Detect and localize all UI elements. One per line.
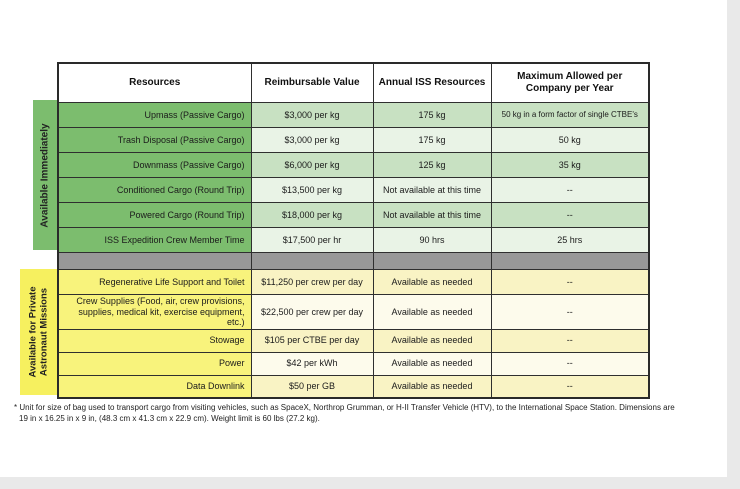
header-row <box>58 63 649 103</box>
resource-name-cell: Power <box>58 352 251 375</box>
reimbursable-value-cell: $22,500 per crew per day <box>251 295 373 330</box>
resource-name-cell: Regenerative Life Support and Toilet <box>58 270 251 295</box>
resource-name-cell: Trash Disposal (Passive Cargo) <box>58 128 251 153</box>
max-allowed-cell: 50 kg <box>491 128 649 153</box>
table-row <box>58 295 649 330</box>
annual-resources-cell: 175 kg <box>373 128 491 153</box>
max-allowed-cell: -- <box>491 375 649 398</box>
private-label-line2: Astronaut Missions <box>38 287 50 377</box>
annual-resources-cell: Not available at this time <box>373 178 491 203</box>
reimbursable-value-cell: $11,250 per crew per day <box>251 270 373 295</box>
max-allowed-cell: 25 hrs <box>491 228 649 253</box>
available-immediately-label: Available Immediately <box>39 122 51 228</box>
annual-resources-cell: 90 hrs <box>373 228 491 253</box>
iss-commercial-pricing-table <box>57 62 650 399</box>
screenshot-edge-right <box>727 0 740 489</box>
resource-name-cell: Crew Supplies (Food, air, crew provisions, supplies, medical kit, exercise equipment, etc.) <box>58 295 251 330</box>
reimbursable-value-cell: $18,000 per kg <box>251 203 373 228</box>
separator-cell <box>491 253 649 270</box>
table-row <box>58 375 649 398</box>
reimbursable-value-cell: $6,000 per kg <box>251 153 373 178</box>
annual-resources-cell: Available as needed <box>373 352 491 375</box>
annual-resources-cell: Available as needed <box>373 295 491 330</box>
annual-resources-cell: Not available at this time <box>373 203 491 228</box>
separator-cell <box>58 253 251 270</box>
resources-header: Resources <box>58 63 251 103</box>
screenshot-edge-bottom <box>0 477 740 489</box>
max-allowed-cell: -- <box>491 329 649 352</box>
reimbursable-value-cell: $3,000 per kg <box>251 128 373 153</box>
resource-name-cell: Downmass (Passive Cargo) <box>58 153 251 178</box>
private-label-line1: Available for Private <box>27 286 39 378</box>
footnote <box>14 403 728 424</box>
footnote-line1: * Unit for size of bag used to transport cargo from visiting vehicles, such as SpaceX, Northrop Grumman, or H-II Transfer Vehicle (HTV), to the International Space Station. Dimensions are <box>14 403 675 412</box>
resource-name-cell: Powered Cargo (Round Trip) <box>58 203 251 228</box>
section-band-available-immediately <box>33 100 57 250</box>
maximum-allowed-header: Maximum Allowed per Company per Year <box>491 63 649 103</box>
separator-row <box>58 253 649 270</box>
max-allowed-cell: 50 kg in a form factor of single CTBE's <box>491 103 649 128</box>
resource-name-cell: Data Downlink <box>58 375 251 398</box>
section-band-private-astronaut-missions <box>20 269 57 395</box>
max-allowed-cell: -- <box>491 352 649 375</box>
table-row <box>58 128 649 153</box>
annual-resources-cell: 125 kg <box>373 153 491 178</box>
separator-cell <box>251 253 373 270</box>
table-row <box>58 178 649 203</box>
max-allowed-cell: -- <box>491 270 649 295</box>
private-astronaut-missions-label <box>28 287 50 378</box>
annual-resources-cell: Available as needed <box>373 329 491 352</box>
reimbursable-value-cell: $3,000 per kg <box>251 103 373 128</box>
resource-name-cell: Upmass (Passive Cargo) <box>58 103 251 128</box>
table-row <box>58 329 649 352</box>
annual-resources-cell: 175 kg <box>373 103 491 128</box>
reimbursable-value-cell: $17,500 per hr <box>251 228 373 253</box>
reimbursable-value-header: Reimbursable Value <box>251 63 373 103</box>
table-row <box>58 270 649 295</box>
footnote-line2: 19 in x 16.25 in x 9 in, (48.3 cm x 41.3 cm x 22.9 cm). Weight limit is 60 lbs (27.2 kg). <box>19 413 320 423</box>
max-allowed-cell: -- <box>491 203 649 228</box>
table-row <box>58 103 649 128</box>
reimbursable-value-cell: $105 per CTBE per day <box>251 329 373 352</box>
reimbursable-value-cell: $13,500 per kg <box>251 178 373 203</box>
table-row <box>58 228 649 253</box>
max-allowed-cell: 35 kg <box>491 153 649 178</box>
max-allowed-cell: -- <box>491 178 649 203</box>
table-row <box>58 153 649 178</box>
annual-iss-resources-header: Annual ISS Resources <box>373 63 491 103</box>
reimbursable-value-cell: $42 per kWh <box>251 352 373 375</box>
separator-cell <box>373 253 491 270</box>
annual-resources-cell: Available as needed <box>373 270 491 295</box>
table-row <box>58 203 649 228</box>
reimbursable-value-cell: $50 per GB <box>251 375 373 398</box>
resource-name-cell: Conditioned Cargo (Round Trip) <box>58 178 251 203</box>
resource-name-cell: Stowage <box>58 329 251 352</box>
table-row <box>58 352 649 375</box>
annual-resources-cell: Available as needed <box>373 375 491 398</box>
resource-name-cell: ISS Expedition Crew Member Time <box>58 228 251 253</box>
max-allowed-cell: -- <box>491 295 649 330</box>
